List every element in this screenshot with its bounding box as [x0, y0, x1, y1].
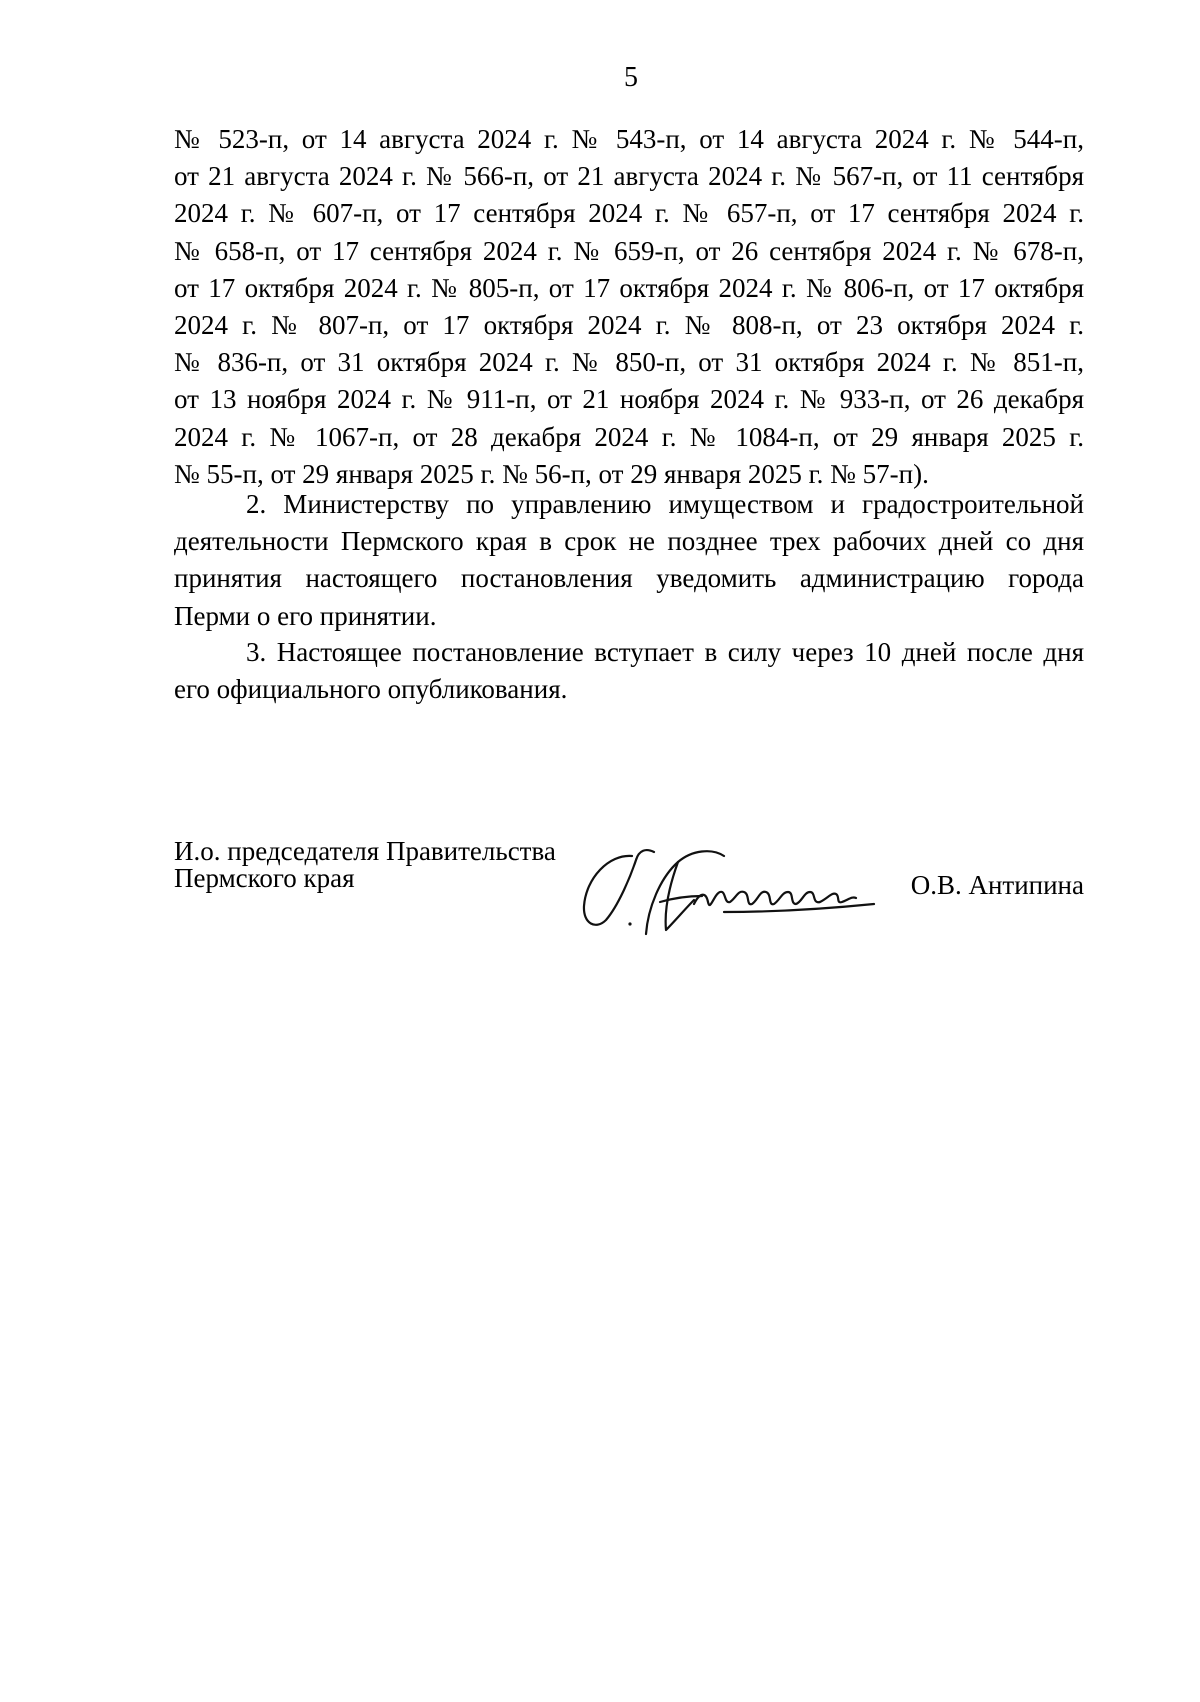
- text-line: деятельности Пермского края в срок не позднее трех рабочих дней со дня: [174, 526, 1084, 557]
- text-line: от 13 ноября 2024 г. № 911-п, от 21 ноября 2024 г. № 933-п, от 26 декабря: [174, 384, 1084, 415]
- text-line: 2024 г. № 807-п, от 17 октября 2024 г. № 808-п, от 23 октября 2024 г.: [174, 310, 1084, 341]
- signer-name: О.В. Антипина: [910, 870, 1084, 900]
- paragraph-2: [174, 486, 1084, 635]
- text-line: от 21 августа 2024 г. № 566-п, от 21 августа 2024 г. № 567-п, от 11 сентября: [174, 161, 1084, 192]
- text-line: № 658-п, от 17 сентября 2024 г. № 659-п, от 26 сентября 2024 г. № 678-п,: [174, 235, 1084, 266]
- paragraph-3: [174, 634, 1084, 708]
- signer-position-line: И.о. председателя Правительства: [174, 836, 556, 866]
- text-line: № 836-п, от 31 октября 2024 г. № 850-п, от 31 октября 2024 г. № 851-п,: [174, 347, 1084, 378]
- handwritten-signature: [574, 838, 904, 938]
- text-line: 2024 г. № 1067-п, от 28 декабря 2024 г. № 1084-п, от 29 января 2025 г.: [174, 421, 1084, 452]
- text-line: Перми о его принятии.: [174, 600, 437, 631]
- text-line: от 17 октября 2024 г. № 805-п, от 17 октября 2024 г. № 806-п, от 17 октября: [174, 272, 1084, 303]
- text-line: 2. Министерству по управлению имуществом и градостроительной: [246, 489, 1084, 519]
- list-continuation: [174, 121, 1084, 493]
- text-line: № 523-п, от 14 августа 2024 г. № 543-п, от 14 августа 2024 г. № 544-п,: [174, 124, 1084, 154]
- text-line: 3. Настоящее постановление вступает в силу через 10 дней после дня: [246, 637, 1084, 667]
- text-line: его официального опубликования.: [174, 674, 568, 705]
- signer-position: [174, 838, 556, 892]
- page-number: 5: [624, 62, 638, 93]
- text-line: № 55-п, от 29 января 2025 г. № 56-п, от 29 января 2025 г. № 57-п).: [174, 458, 929, 489]
- text-line: 2024 г. № 607-п, от 17 сентября 2024 г. № 657-п, от 17 сентября 2024 г.: [174, 198, 1084, 229]
- signature-block: [174, 838, 1084, 948]
- signer-position-line: Пермского края: [174, 863, 355, 893]
- text-line: принятия настоящего постановления уведомить администрацию города: [174, 563, 1084, 594]
